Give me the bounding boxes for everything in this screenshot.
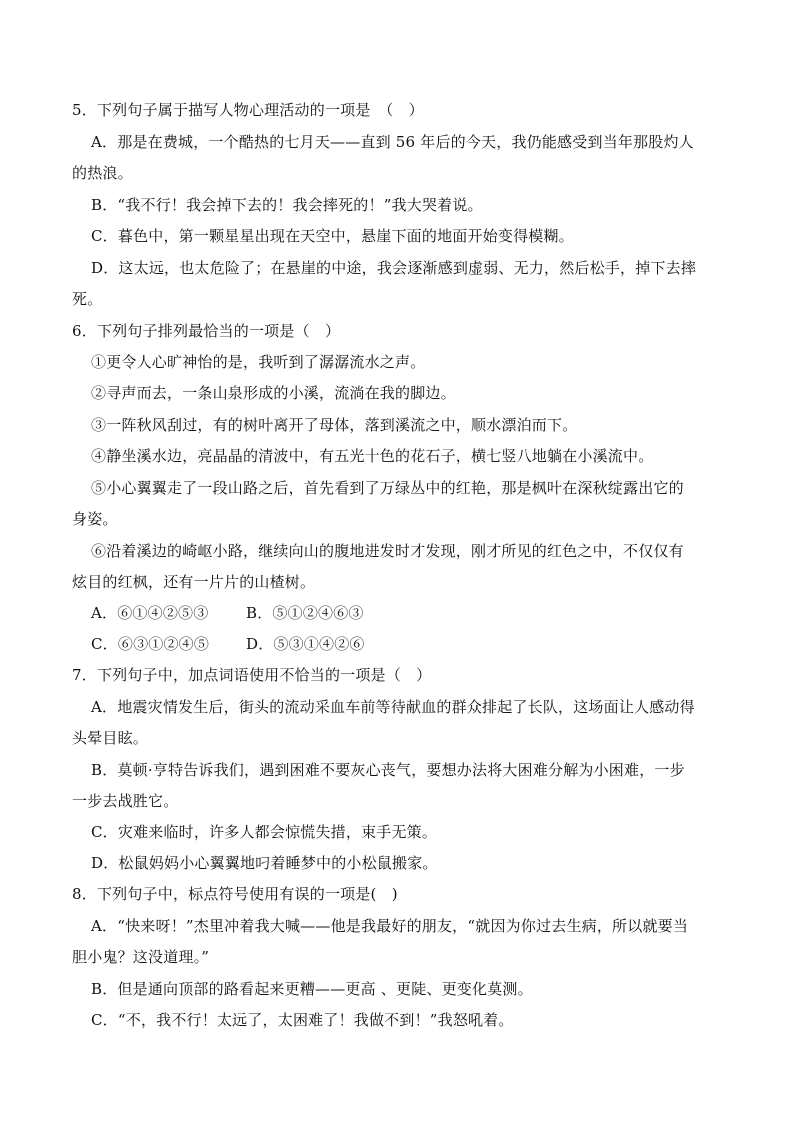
q7-option-d: D．松鼠妈妈小心翼翼地叼着睡梦中的小松鼠搬家。 xyxy=(91,854,438,872)
q5-option-b: B．“我不行！我会掉下去的！我会摔死的！”我大哭着说。 xyxy=(91,196,483,214)
q6-sentence-2: ②寻声而去，一条山泉形成的小溪，流淌在我的脚边。 xyxy=(91,384,456,402)
q5-option-a-line2: 的热浪。 xyxy=(72,164,133,182)
q6-sentence-5-line2: 身姿。 xyxy=(72,510,118,528)
q8-option-a-line1: A．“快来呀！”杰里冲着我大喊——他是我最好的朋友，“就因为你过去生病，所以就要当 xyxy=(91,917,689,935)
q8-option-c: C．“不，我不行！太远了，太困难了！我做不到！”我怒吼着。 xyxy=(91,1011,514,1029)
q6-sentence-6-line2: 炫目的红枫，还有一片片的山楂树。 xyxy=(72,573,316,591)
q6-sentence-3: ③一阵秋风刮过，有的树叶离开了母体，落到溪流之中，顺水漂泊而下。 xyxy=(91,416,578,434)
q6-sentence-4: ④静坐溪水边，亮晶晶的清波中，有五光十色的花石子，横七竖八地躺在小溪流中。 xyxy=(91,447,654,465)
q6-sentence-1: ①更令人心旷神怡的是，我听到了潺潺流水之声。 xyxy=(91,353,426,371)
q8-option-b: B．但是通向顶部的路看起来更糟——更高 、更陡、更变化莫测。 xyxy=(91,980,533,998)
q5-option-d-line1: D．这太远，也太危险了；在悬崖的中途，我会逐渐感到虚弱、无力，然后松手，掉下去摔 xyxy=(91,259,697,277)
q6-option-b: B．⑤①②④⑥③ xyxy=(246,604,364,622)
q6-stem: 6．下列句子排列最恰当的一项是（ ） xyxy=(72,322,341,340)
q6-option-c: C．⑥③①②④⑤ xyxy=(91,635,210,653)
q5-option-d-line2: 死。 xyxy=(72,290,103,308)
q6-option-d: D．⑤③①④②⑥ xyxy=(246,635,365,653)
q6-sentence-6-line1: ⑥沿着溪边的崎岖小路，继续向山的腹地进发时才发现，刚才所见的红色之中，不仅仅有 xyxy=(91,542,684,560)
q6-options-row2 xyxy=(91,634,751,654)
q7-option-b-line1: B．莫顿·亨特告诉我们，遇到困难不要灰心丧气，要想办法将大困难分解为小困难，一步 xyxy=(91,761,685,779)
q8-stem: 8．下列句子中，标点符号使用有误的一项是( ) xyxy=(72,885,398,903)
q7-option-a-line1: A．地震灾情发生后，街头的流动采血车前等待献血的群众排起了长队，这场面让人感动得 xyxy=(91,698,695,716)
q5-stem: 5．下列句子属于描写人物心理活动的一项是 （ ） xyxy=(72,101,424,119)
q6-sentence-5-line1: ⑤小心翼翼走了一段山路之后，首先看到了万绿丛中的红艳，那是枫叶在深秋绽露出它的 xyxy=(91,479,684,497)
q7-option-c: C．灾难来临时，许多人都会惊慌失措，束手无策。 xyxy=(91,823,438,841)
q7-option-a-line2: 头晕目眩。 xyxy=(72,729,149,747)
q8-option-a-line2: 胆小鬼？这没道理。” xyxy=(72,948,210,966)
q5-option-c: C．暮色中，第一颗星星出现在天空中，悬崖下面的地面开始变得模糊。 xyxy=(91,227,574,245)
q6-option-a: A．⑥①④②⑤③ xyxy=(91,604,209,622)
q6-options-row1 xyxy=(91,603,751,623)
q7-stem: 7．下列句子中，加点词语使用不恰当的一项是（ ） xyxy=(72,666,432,684)
q7-option-b-line2: 一步去战胜它。 xyxy=(72,792,179,810)
q5-option-a-line1: A．那是在费城，一个酷热的七月天——直到 56 年后的今天，我仍能感受到当年那股灼人 xyxy=(91,133,694,151)
